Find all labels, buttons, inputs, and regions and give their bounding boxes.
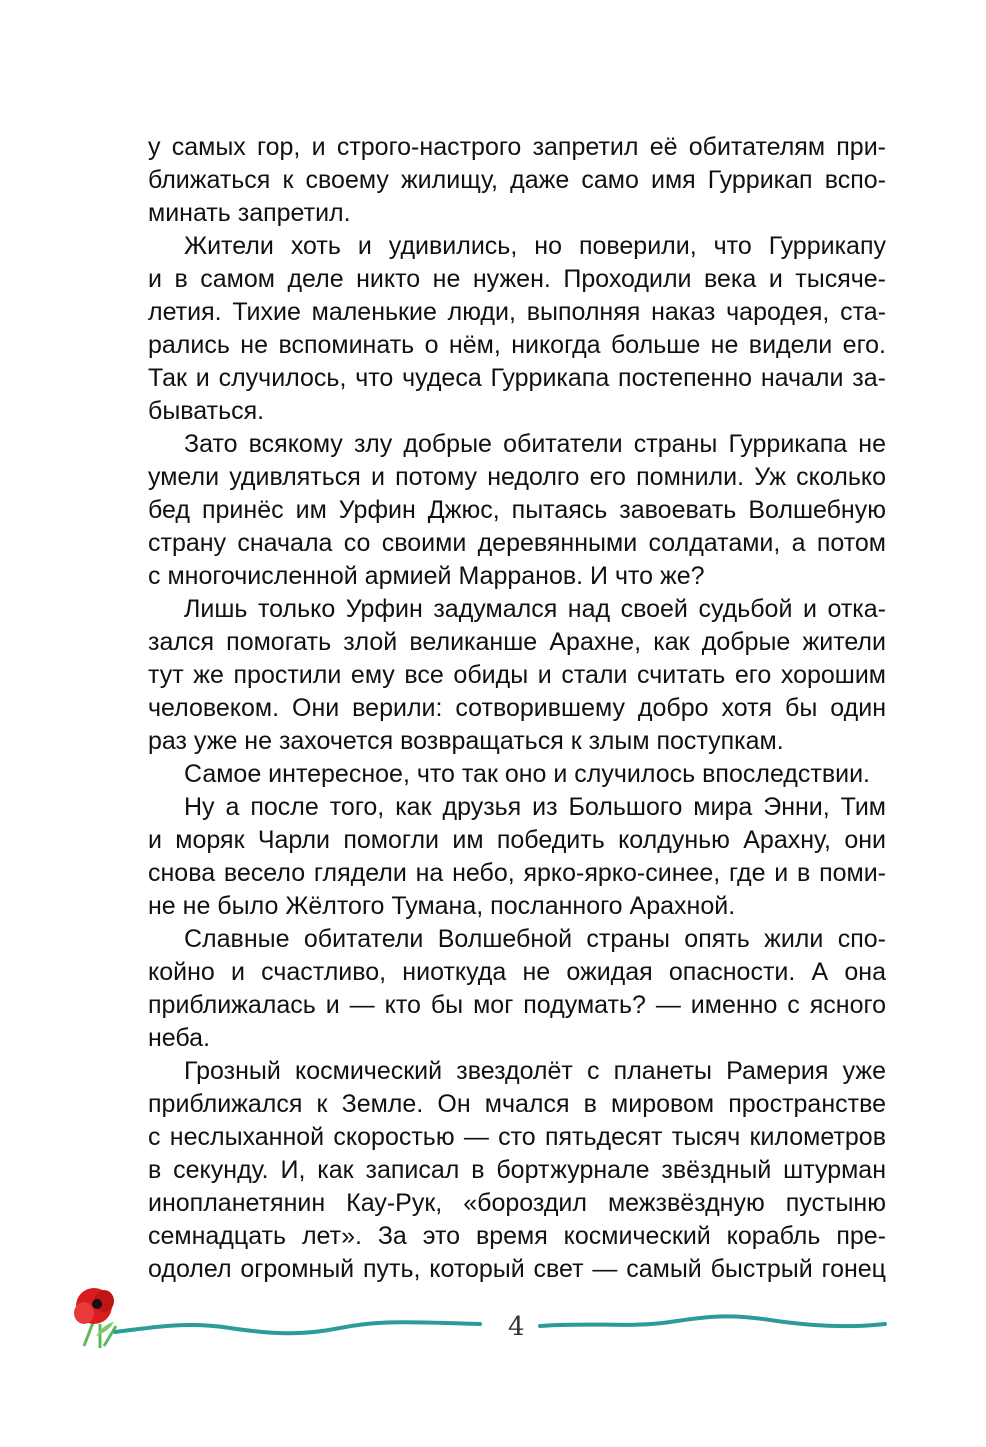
text-line: Грозный космический звездолёт с планеты Рамерия уже xyxy=(184,1057,886,1085)
text-line: семнадцать лет». За это время космический корабль пре- xyxy=(148,1222,886,1250)
text-line: и моряк Чарли помогли им победить колдунью Арахну, они xyxy=(148,826,886,854)
text-line: Так и случилось, что чудеса Гуррикапа постепенно начали за- xyxy=(148,364,886,392)
text-line: не не было Жёлтого Тумана, посланного Арахной. xyxy=(148,892,736,920)
text-line: бед принёс им Урфин Джюс, пытаясь завоевать Волшебную xyxy=(148,496,886,524)
text-line: страну сначала со своими деревянными солдатами, а потом xyxy=(148,529,886,557)
body-text xyxy=(148,131,886,1286)
text-line: Самое интересное, что так оно и случилось впоследствии. xyxy=(184,760,870,788)
text-line: приближалась и — кто бы мог подумать? — именно с ясного xyxy=(148,991,886,1019)
text-line: Жители хоть и удивились, но поверили, что Гуррикапу xyxy=(184,232,886,260)
text-line: койно и счастливо, ниоткуда не ожидая опасности. А она xyxy=(148,958,886,986)
text-line: снова весело глядели на небо, ярко-ярко-синее, где и в поми- xyxy=(148,859,886,887)
text-line: у самых гор, и строго-настрого запретил её обитателям при- xyxy=(148,133,886,161)
text-line: летия. Тихие маленькие люди, выполняя наказ чародея, ста- xyxy=(148,298,886,326)
text-line: одолел огромный путь, который свет — самый быстрый гонец xyxy=(148,1255,886,1283)
text-line: бываться. xyxy=(148,397,265,425)
text-line: минать запретил. xyxy=(148,199,351,227)
text-line: Славные обитатели Волшебной страны опять жили спо- xyxy=(184,925,886,953)
wave-divider xyxy=(70,1308,900,1348)
text-line: с многочисленной армией Марранов. И что же? xyxy=(148,562,705,590)
text-line: Ну а после того, как друзья из Большого мира Энни, Тим xyxy=(184,793,886,821)
page-number: 4 xyxy=(508,1312,525,1342)
text-line: ближаться к своему жилищу, даже само имя Гуррикап вспо- xyxy=(148,166,886,194)
text-line: Лишь только Урфин задумался над своей судьбой и отка- xyxy=(184,595,886,623)
text-line: приближался к Земле. Он мчался в мировом пространстве xyxy=(148,1090,886,1118)
text-line: рались не вспоминать о нём, никогда больше не видели его. xyxy=(148,331,886,359)
text-line: умели удивляться и потому недолго его помнили. Уж сколько xyxy=(148,463,886,491)
text-line: раз уже не захочется возвращаться к злым поступкам. xyxy=(148,727,784,755)
page-footer xyxy=(70,1300,900,1370)
text-line: с неслыханной скоростью — сто пятьдесят тысяч километров xyxy=(148,1123,886,1151)
text-line: зался помогать злой великанше Арахне, как добрые жители xyxy=(148,628,886,656)
text-line: человеком. Они верили: сотворившему добро хотя бы один xyxy=(148,694,886,722)
text-line: Зато всякому злу добрые обитатели страны Гуррикапа не xyxy=(184,430,886,458)
text-line: неба. xyxy=(148,1024,211,1052)
text-line: в секунду. И, как записал в бортжурнале звёздный штурман xyxy=(148,1156,886,1184)
text-line: тут же простили ему все обиды и стали считать его хорошим xyxy=(148,661,886,689)
text-line: инопланетянин Кау-Рук, «бороздил межзвёздную пустыню xyxy=(148,1189,886,1217)
text-line: и в самом деле никто не нужен. Проходили века и тысяче- xyxy=(148,265,886,293)
